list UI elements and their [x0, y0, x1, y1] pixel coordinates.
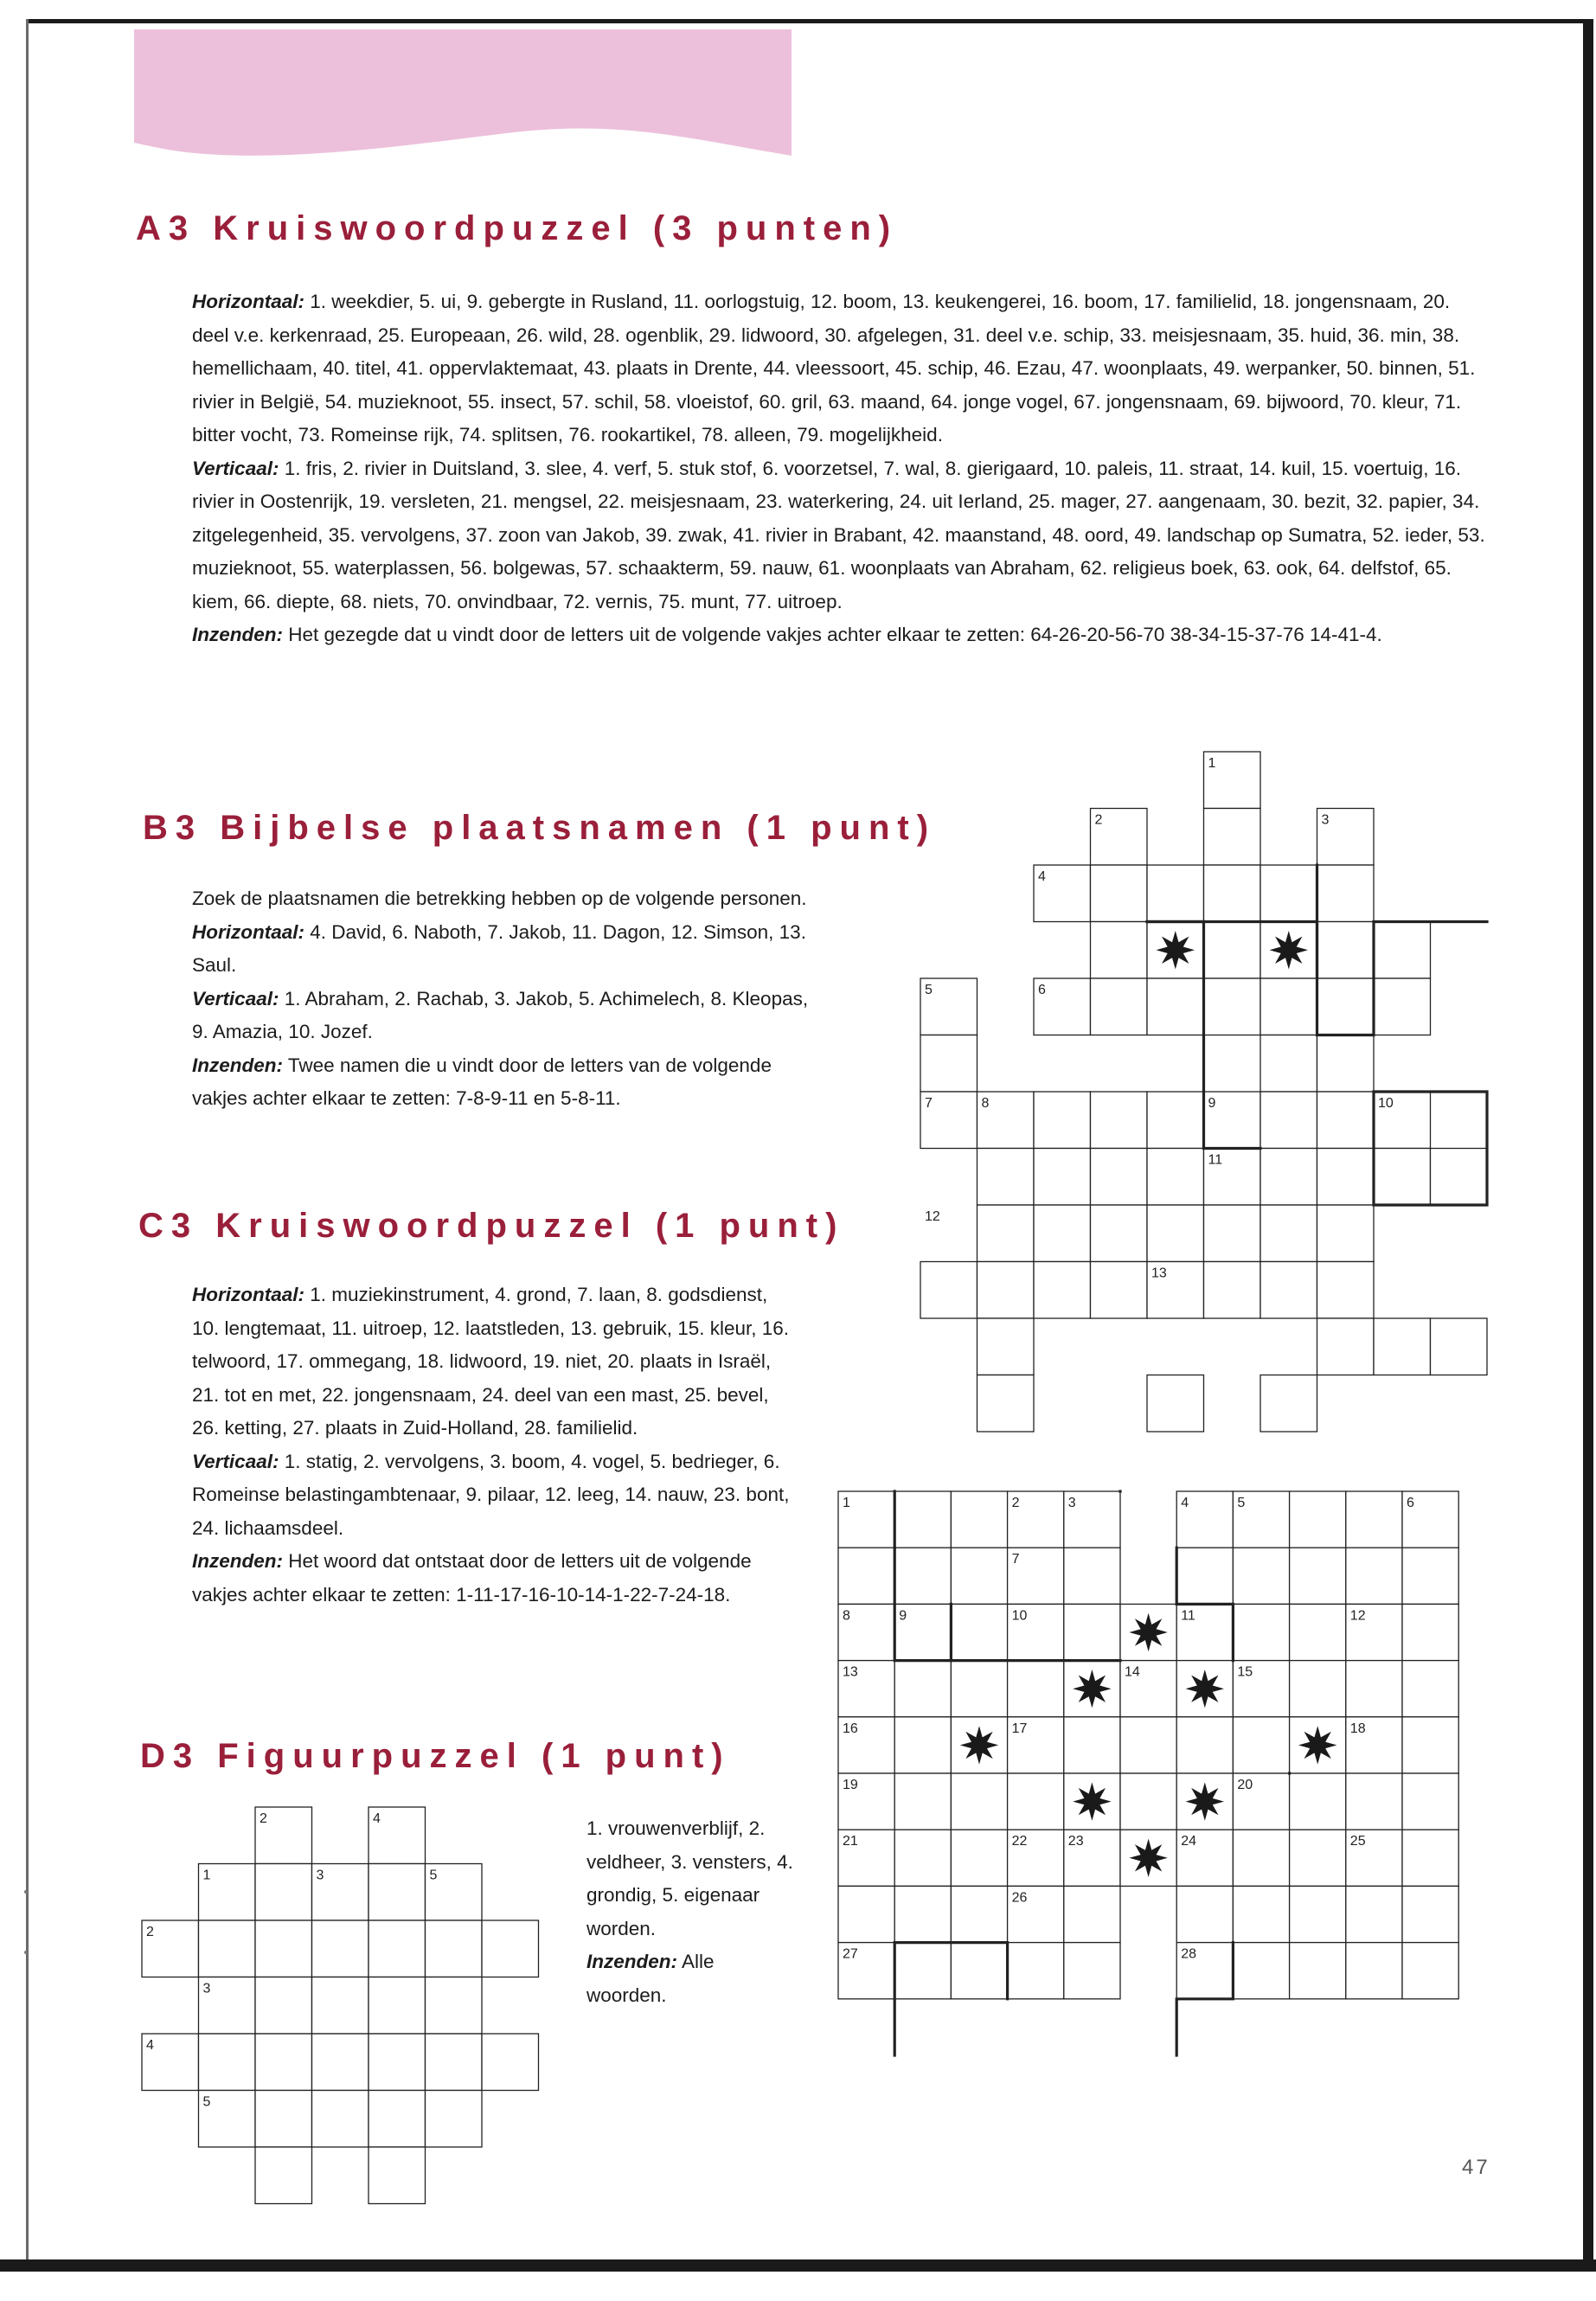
c3-cell[interactable]	[838, 1886, 894, 1942]
d3-clue-number: 4	[146, 2038, 154, 2053]
star-icon	[1298, 1726, 1336, 1764]
d3-clue-number: 5	[202, 2094, 211, 2110]
b3-horizontaal-text: 4. David, 6. Naboth, 7. Jakob, 11. Dagon, 12. Simson, 13. Saul.	[192, 920, 806, 976]
d3-clue-number: 5	[429, 1868, 438, 1883]
a3-verticaal-label: Verticaal:	[192, 457, 279, 479]
c3-horizontaal-text: 1. muziekinstrument, 4. grond, 7. laan, 8. godsdienst, 10. lengtemaat, 11. uitroep, 12. laatstleden, 13. gebruik, 15. kleur, 16. telwoord, 17. ommegang, 18. lidwoord, 19. niet, 20. plaats in Israël, 21. tot en met, 22. jongensnaam, 24. deel van een mast, 25. bevel, 26. ketting, 27. plaats in Zuid-Holland, 28. familielid.	[192, 1284, 790, 1439]
c3-clue-number: 20	[1237, 1778, 1253, 1792]
b3-clues	[192, 882, 824, 1116]
c3-clue-number: 8	[843, 1608, 850, 1624]
b3-title: B3 Bijbelse plaatsnamen (1 punt)	[143, 809, 937, 847]
c3-clue-number: 1	[843, 1496, 850, 1510]
c3-clue-number: 26	[1011, 1890, 1028, 1906]
c3-cell[interactable]	[1233, 1886, 1289, 1942]
d3-cell[interactable]	[369, 1920, 426, 1977]
c3-cell[interactable]	[1064, 1717, 1120, 1773]
b3-verticaal-text: 1. Abraham, 2. Rachab, 3. Jakob, 5. Achimelech, 8. Kleopas, 9. Amazia, 10. Jozef.	[192, 987, 809, 1042]
d3-cell[interactable]	[255, 1977, 312, 2035]
left-margin-line	[26, 19, 29, 2264]
c3-horizontaal	[192, 1279, 793, 1445]
c3-clue-number: 12	[1349, 1608, 1366, 1624]
star-icon	[1186, 1782, 1224, 1820]
b3-clue-number: 12	[925, 1209, 940, 1224]
c3-clue-number: 22	[1011, 1834, 1028, 1849]
d3-inzenden	[586, 1945, 794, 2012]
b3-cell[interactable]	[977, 1318, 1035, 1375]
b3-cell[interactable]	[1147, 1149, 1204, 1206]
c3-clue-number: 23	[1067, 1834, 1084, 1849]
c3-cell[interactable]	[1176, 1886, 1233, 1942]
b3-cell[interactable]	[1034, 1205, 1091, 1262]
d3-cell[interactable]	[482, 1920, 539, 1977]
c3-clue-number: 15	[1237, 1664, 1253, 1680]
c3-cell[interactable]	[1402, 1886, 1458, 1942]
b3-cell[interactable]	[1260, 1375, 1317, 1433]
d3-cell[interactable]	[369, 2147, 426, 2204]
c3-clue-number: 3	[1067, 1496, 1076, 1510]
star-icon	[1270, 931, 1309, 970]
c3-clue-number: 7	[1011, 1552, 1020, 1567]
c3-cell[interactable]	[951, 1491, 1007, 1548]
c3-cell[interactable]	[1290, 1886, 1346, 1942]
d3-cell[interactable]	[255, 2147, 312, 2204]
b3-cell[interactable]	[1204, 809, 1261, 866]
c3-cell[interactable]	[951, 1548, 1007, 1604]
c3-puzzle-grid	[835, 1488, 1471, 2024]
b3-cell[interactable]	[1147, 1205, 1204, 1262]
b3-verticaal-label: Verticaal:	[192, 987, 279, 1009]
b3-cell[interactable]	[1034, 1092, 1091, 1149]
d3-title: D3 Figuurpuzzel (1 punt)	[140, 1737, 731, 1775]
b3-cell[interactable]	[977, 1262, 1035, 1319]
c3-inzenden	[192, 1545, 793, 1612]
c3-cell[interactable]	[894, 1830, 951, 1886]
a3-horizontaal-text: 1. weekdier, 5. ui, 9. gebergte in Rusland, 11. oorlogstuig, 12. boom, 13. keukengerei, 16. boom, 17. familielid, 18. jongensnaam, 20. deel v.e. kerkenraad, 25. Europeaan, 26. wild, 28. ogenblik, 29. lidwoord, 30. afgelegen, 31. deel v.e. schip, 33. meisjesnaam, 35. huid, 36. min, 38. hemellichaam, 40. titel, 41. oppervlaktemaat, 43. plaats in Drente, 44. vleessoort, 45. schip, 46. Ezau, 47. woonplaats, 49. werpanker, 50. binnen, 51. rivier in België, 54. muzieknoot, 55. insect, 57. schil, 58. vloeistof, 60. gril, 63. maand, 64. jonge vogel, 67. jongensnaam, 69. bijwoord, 70. kleur, 71. bitter vocht, 73. Romeinse rijk, 74. splitsen, 76. rookartikel, 78. alleen, 79. mogelijkheid.	[192, 291, 1476, 445]
c3-cell[interactable]	[1176, 1548, 1233, 1604]
c3-cell[interactable]	[1008, 1661, 1064, 1717]
margin-dot	[24, 1890, 28, 1894]
b3-cell[interactable]	[1204, 922, 1261, 979]
b3-cell[interactable]	[1374, 922, 1431, 979]
c3-cell[interactable]	[951, 1604, 1007, 1660]
b3-clue-number: 6	[1038, 983, 1046, 997]
b3-cell[interactable]	[1317, 1092, 1375, 1149]
a3-inzenden-text: Het gezegde dat u vindt door de letters uit de volgende vakjes achter elkaar te zetten: 64-26-20-56-70 38-34-15-37-76 14-41-4.	[283, 624, 1382, 645]
b3-cell[interactable]	[1204, 1262, 1261, 1319]
b3-cell[interactable]	[920, 1035, 977, 1093]
b3-cell[interactable]	[1374, 978, 1431, 1035]
b3-cell[interactable]	[1147, 865, 1204, 922]
d3-inzenden-text: Alle woorden.	[586, 1951, 715, 2006]
c3-clue-number: 16	[843, 1721, 858, 1736]
c3-cell[interactable]	[1290, 1491, 1346, 1548]
c3-clues	[192, 1279, 793, 1612]
star-icon	[1073, 1782, 1111, 1820]
a3-horizontaal-label: Horizontaal:	[192, 291, 305, 312]
c3-clue-number: 9	[899, 1608, 907, 1624]
c3-clue-number: 2	[1011, 1496, 1020, 1510]
b3-cell[interactable]	[1091, 922, 1148, 979]
c3-cell[interactable]	[1346, 1773, 1402, 1830]
star-icon	[1129, 1613, 1167, 1651]
d3-cell[interactable]	[312, 1977, 369, 2035]
star-icon	[960, 1726, 998, 1764]
c3-clue-number: 5	[1237, 1496, 1246, 1510]
d3-cell[interactable]	[255, 2091, 312, 2148]
b3-cell[interactable]	[1260, 978, 1317, 1035]
c3-clue-number: 25	[1349, 1834, 1366, 1849]
b3-cell[interactable]	[977, 1149, 1035, 1206]
c3-cell[interactable]	[1008, 1773, 1064, 1830]
b3-cell[interactable]	[1431, 1149, 1488, 1206]
c3-inzenden-text: Het woord dat ontstaat door de letters uit de volgende vakjes achter elkaar te zetten: 1-11-17-16-10-14-1-22-7-24-18.	[192, 1550, 752, 1606]
c3-cell[interactable]	[1233, 1717, 1289, 1773]
b3-cell[interactable]	[1260, 865, 1317, 922]
c3-cell[interactable]	[951, 1886, 1007, 1942]
d3-clue-number: 3	[202, 1981, 211, 1997]
b3-cell[interactable]	[1204, 865, 1261, 922]
c3-clue-number: 18	[1349, 1721, 1366, 1736]
b3-cell[interactable]	[1034, 1149, 1091, 1206]
b3-clue-number: 1	[1208, 756, 1216, 771]
b3-cell[interactable]	[1317, 1035, 1375, 1093]
right-border	[1583, 19, 1593, 2268]
b3-cell[interactable]	[1317, 1318, 1375, 1375]
c3-cell[interactable]	[1233, 1830, 1289, 1886]
margin-dot	[24, 1951, 28, 1954]
c3-cell[interactable]	[894, 1548, 951, 1604]
b3-clue-number: 4	[1038, 869, 1046, 884]
d3-cell[interactable]	[426, 1977, 483, 2035]
c3-verticaal-text: 1. statig, 2. vervolgens, 3. boom, 4. vogel, 5. bedrieger, 6. Romeinse belastingambtenaar, 9. pilaar, 12. leeg, 14. nauw, 23. bont, 24. lichaamsdeel.	[192, 1450, 790, 1539]
c3-clue-number: 19	[843, 1778, 858, 1792]
c3-cell[interactable]	[894, 1773, 951, 1830]
c3-cell[interactable]	[1402, 1717, 1458, 1773]
c3-cell[interactable]	[1290, 1773, 1346, 1830]
d3-cell[interactable]	[199, 1920, 256, 1977]
a3-inzenden	[192, 619, 1485, 652]
b3-cell[interactable]	[977, 1375, 1035, 1433]
b3-clue-number: 10	[1378, 1096, 1394, 1111]
b3-cell[interactable]	[1147, 1375, 1204, 1433]
b3-cell[interactable]	[1317, 922, 1375, 979]
d3-cell[interactable]	[312, 2091, 369, 2148]
c3-verticaal	[192, 1445, 793, 1546]
c3-cell[interactable]	[1008, 1943, 1064, 1999]
star-icon	[1073, 1670, 1111, 1708]
c3-clue-number: 10	[1011, 1608, 1028, 1624]
c3-inzenden-label: Inzenden:	[192, 1550, 283, 1572]
c3-cell[interactable]	[1176, 1717, 1233, 1773]
c3-cell[interactable]	[1120, 1773, 1176, 1830]
c3-cell[interactable]	[1402, 1773, 1458, 1830]
b3-cell[interactable]	[1317, 1149, 1375, 1206]
b3-inzenden	[192, 1049, 824, 1116]
c3-clue-number: 11	[1181, 1608, 1195, 1624]
c3-cell[interactable]	[1346, 1886, 1402, 1942]
c3-cell[interactable]	[1402, 1661, 1458, 1717]
d3-cell[interactable]	[482, 2034, 539, 2091]
b3-horizontaal	[192, 916, 824, 983]
b3-horizontaal-label: Horizontaal:	[192, 920, 305, 943]
star-icon	[1129, 1839, 1167, 1877]
d3-clue-number: 2	[146, 1925, 154, 1939]
d3-clues	[586, 1812, 794, 2012]
c3-cell[interactable]	[1402, 1548, 1458, 1604]
c3-cell[interactable]	[1346, 1943, 1402, 1999]
c3-clue-number: 24	[1181, 1834, 1196, 1849]
b3-intro: Zoek de plaatsnamen die betrekking hebben op de volgende personen.	[192, 888, 807, 909]
d3-clue-number: 4	[373, 1811, 381, 1826]
b3-clue-number: 13	[1151, 1266, 1167, 1281]
c3-cell[interactable]	[1290, 1661, 1346, 1717]
decorative-ribbon	[134, 26, 792, 156]
c3-cell[interactable]	[1064, 1548, 1120, 1604]
d3-clue-number: 3	[316, 1868, 324, 1883]
c3-cell[interactable]	[1064, 1604, 1120, 1660]
c3-clue-number: 13	[843, 1664, 858, 1680]
b3-cell[interactable]	[1374, 1318, 1431, 1375]
b3-cell[interactable]	[1204, 978, 1261, 1035]
c3-cell[interactable]	[951, 1773, 1007, 1830]
c3-cell[interactable]	[1402, 1943, 1458, 1999]
a3-inzenden-label: Inzenden:	[192, 624, 283, 645]
c3-cell[interactable]	[951, 1943, 1007, 1999]
c3-cell[interactable]	[1233, 1604, 1289, 1660]
c3-clue-number: 17	[1011, 1721, 1028, 1736]
c3-cell[interactable]	[1290, 1548, 1346, 1604]
c3-clue-number: 6	[1407, 1496, 1414, 1510]
c3-cell[interactable]	[894, 1661, 951, 1717]
b3-clue-number: 8	[981, 1096, 990, 1111]
b3-clue-number: 11	[1208, 1152, 1223, 1168]
b3-cell[interactable]	[1317, 1262, 1375, 1319]
b3-cell[interactable]	[1091, 1205, 1148, 1262]
d3-cell[interactable]	[426, 2034, 483, 2091]
c3-clue-number: 4	[1181, 1496, 1189, 1510]
c3-horizontaal-label: Horizontaal:	[192, 1284, 305, 1305]
b3-cell[interactable]	[920, 1262, 977, 1319]
c3-cell[interactable]	[1402, 1604, 1458, 1660]
b3-cell[interactable]	[1431, 1318, 1488, 1375]
b3-inzenden-text: Twee namen die u vindt door de letters van de volgende vakjes achter elkaar te zetten: 7-8-9-11 en 5-8-11.	[192, 1054, 772, 1109]
c3-cell[interactable]	[894, 1943, 951, 1999]
c3-cell[interactable]	[1233, 1548, 1289, 1604]
page-number: 47	[1462, 2156, 1490, 2179]
b3-clue-number: 2	[1094, 812, 1103, 828]
b3-cell[interactable]	[1091, 1149, 1148, 1206]
b3-puzzle-grid	[917, 748, 1505, 1440]
a3-title: A3 Kruiswoordpuzzel (3 punten)	[136, 209, 899, 247]
c3-cell[interactable]	[1290, 1943, 1346, 1999]
d3-clue-list: 1. vrouwenverblijf, 2. veldheer, 3. vensters, 4. grondig, 5. eigenaar worden.	[586, 1817, 793, 1939]
d3-inzenden-label: Inzenden:	[586, 1951, 677, 1972]
d3-cell[interactable]	[369, 2034, 426, 2091]
d3-clue-number: 2	[260, 1811, 267, 1826]
d3-cell[interactable]	[199, 2034, 256, 2091]
d3-clue-number: 1	[202, 1868, 211, 1883]
c3-cell[interactable]	[1402, 1830, 1458, 1886]
c3-cell[interactable]	[1064, 1886, 1120, 1942]
a3-verticaal	[192, 452, 1485, 619]
c3-cell[interactable]	[1290, 1830, 1346, 1886]
c3-cell[interactable]	[1290, 1604, 1346, 1660]
b3-cell[interactable]	[977, 1205, 1035, 1262]
c3-verticaal-label: Verticaal:	[192, 1450, 279, 1472]
d3-cell[interactable]	[312, 2034, 369, 2091]
c3-cell[interactable]	[951, 1661, 1007, 1717]
b3-cell[interactable]	[1317, 1205, 1375, 1262]
a3-verticaal-text: 1. fris, 2. rivier in Duitsland, 3. slee, 4. verf, 5. stuk stof, 6. voorzetsel, 7. wal, 8. gierigaard, 10. paleis, 11. straat, 14. kuil, 15. voertuig, 16. rivier in Oostenrijk, 19. versleten, 21. mengsel, 22. meisjesnaam, 23. waterkering, 24. uit Ierland, 25. mager, 27. aangenaam, 30. bezit, 32. papier, 34. zitgelegenheid, 35. vervolgens, 37. zoon van Jakob, 39. zwak, 41. rivier in Brabant, 42. maanstand, 48. oord, 49. landschap op Sumatra, 52. ieder, 53. muzieknoot, 55. waterplassen, 56. bolgewas, 57. schaakterm, 59. nauw, 61. woonplaats van Abraham, 62. religieus boek, 63. ook, 64. delfstof, 65. kiem, 66. diepte, 68. niets, 70. onvindbaar, 72. vernis, 75. munt, 77. uitroep.	[192, 457, 1485, 612]
d3-cell[interactable]	[255, 1864, 312, 1921]
top-border	[26, 19, 1583, 23]
b3-cell[interactable]	[1147, 978, 1204, 1035]
c3-clue-number: 27	[843, 1946, 858, 1962]
b3-cell[interactable]	[1091, 1092, 1148, 1149]
star-icon	[1157, 931, 1195, 970]
a3-horizontaal	[192, 285, 1485, 452]
b3-clue-number: 7	[925, 1096, 933, 1111]
c3-cell[interactable]	[838, 1548, 894, 1604]
c3-title: C3 Kruiswoordpuzzel (1 punt)	[138, 1207, 845, 1245]
c3-cell[interactable]	[1233, 1943, 1289, 1999]
d3-cell[interactable]	[312, 1920, 369, 1977]
b3-cell[interactable]	[1204, 1205, 1261, 1262]
c3-cell[interactable]	[1346, 1491, 1402, 1548]
c3-cell[interactable]	[1346, 1548, 1402, 1604]
c3-cell[interactable]	[894, 1491, 951, 1548]
d3-cell[interactable]	[369, 1977, 426, 2035]
c3-clue-number: 21	[843, 1834, 858, 1849]
b3-cell[interactable]	[1374, 1149, 1431, 1206]
c3-cell[interactable]	[1064, 1943, 1120, 1999]
b3-cell[interactable]	[1260, 1149, 1317, 1206]
b3-cell[interactable]	[1260, 1205, 1317, 1262]
c3-cell[interactable]	[894, 1717, 951, 1773]
b3-cell[interactable]	[1260, 1092, 1317, 1149]
d3-cell[interactable]	[426, 2091, 483, 2148]
d3-cell[interactable]	[369, 2091, 426, 2148]
b3-cell[interactable]	[1091, 1262, 1148, 1319]
d3-cell[interactable]	[369, 1864, 426, 1921]
b3-cell[interactable]	[1147, 1092, 1204, 1149]
a3-clues	[192, 285, 1485, 652]
star-icon	[1186, 1670, 1224, 1708]
c3-cell[interactable]	[894, 1886, 951, 1942]
bottom-border	[0, 2259, 1596, 2272]
b3-cell[interactable]	[1034, 1262, 1091, 1319]
c3-clue-number: 28	[1181, 1946, 1196, 1962]
c3-cell[interactable]	[1120, 1717, 1176, 1773]
c3-cell[interactable]	[951, 1830, 1007, 1886]
b3-clue-number: 3	[1321, 812, 1330, 828]
b3-cell[interactable]	[1260, 1035, 1317, 1093]
b3-inzenden-label: Inzenden:	[192, 1054, 283, 1076]
b3-cell[interactable]	[1260, 1262, 1317, 1319]
b3-clue-number: 9	[1208, 1096, 1216, 1111]
b3-cell[interactable]	[1317, 978, 1375, 1035]
d3-cell[interactable]	[255, 1920, 312, 1977]
b3-cell[interactable]	[1317, 865, 1375, 922]
b3-cell[interactable]	[1091, 865, 1148, 922]
d3-cell[interactable]	[255, 2034, 312, 2091]
b3-verticaal	[192, 983, 824, 1049]
b3-cell[interactable]	[1091, 978, 1148, 1035]
d3-puzzle-grid	[138, 1804, 554, 2210]
c3-cell[interactable]	[1346, 1661, 1402, 1717]
c3-clue-number: 14	[1125, 1664, 1140, 1680]
b3-clue-number: 5	[925, 983, 933, 997]
d3-cell[interactable]	[426, 1920, 483, 1977]
